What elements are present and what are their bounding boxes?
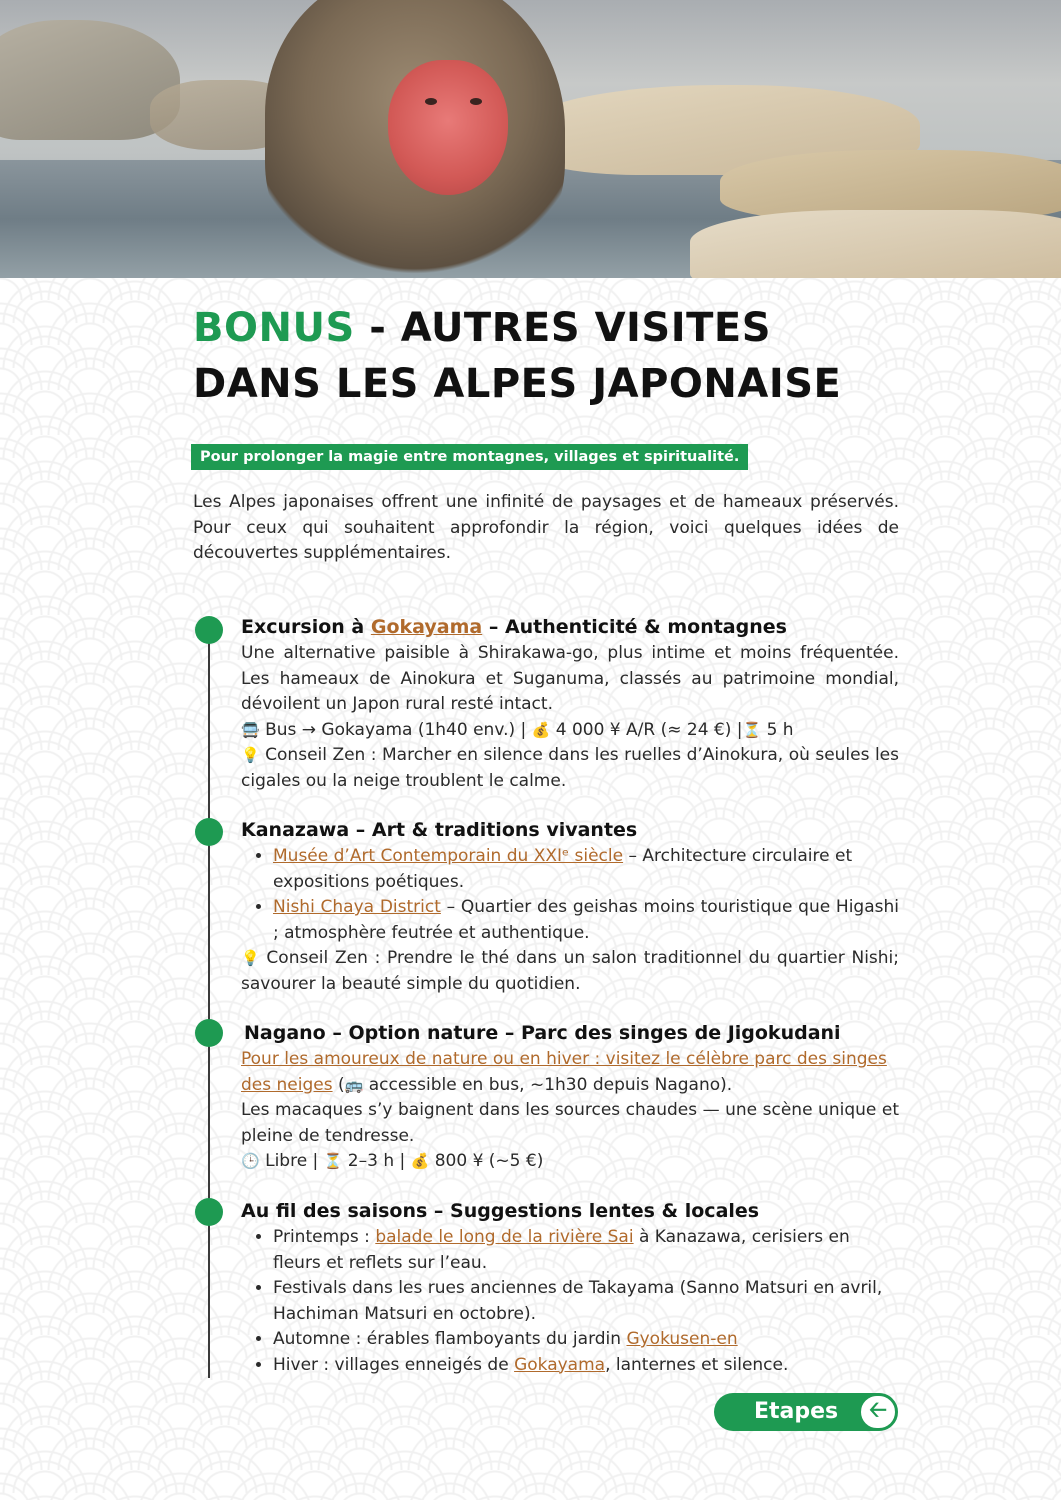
etapes-label: Etapes	[754, 1399, 839, 1424]
saisons-list	[241, 1225, 899, 1378]
title-accent: BONUS	[193, 305, 355, 351]
section-text: Une alternative paisible à Shirakawa-go, plus intime et moins fréquentée. Les hameaux de Ainokura et Suganuma, classés au patrimoine mondial, dévoilent un Japon rural resté intact.	[241, 643, 899, 714]
section-title: Kanazawa – Art & traditions vivantes	[241, 819, 638, 841]
list-item: • Nishi Chaya District – Quartier des geishas moins touristique que Higashi ; atmosphère feutrée et authentique.	[273, 895, 899, 946]
section-saisons	[241, 1197, 899, 1378]
gokayama-link[interactable]: Gokayama	[370, 616, 483, 638]
gyokusen-en-link[interactable]: Gyokusen-en	[626, 1329, 738, 1349]
arrow-left-icon: 🡠	[858, 1393, 898, 1431]
intro-paragraph: Les Alpes japonaises offrent une infinité de paysages et de hameaux préservés. Pour ceux qui souhaitent approfondir la région, voici quelques idées de découvertes supplémentaires.	[193, 492, 899, 563]
nishi-chaya-link[interactable]: Nishi Chaya District	[273, 897, 441, 917]
timeline-dot	[195, 1019, 223, 1047]
timeline-line	[208, 628, 210, 1378]
list-item: • Festivals dans les rues anciennes de Takayama (Sanno Matsuri en avril, Hachiman Matsuri en octobre).	[273, 1276, 899, 1327]
list-item: • Printemps : balade le long de la rivière Sai à Kanazawa, cerisiers en fleurs et reflets sur l’eau.	[273, 1225, 899, 1276]
money-bag-icon: 💰	[531, 720, 551, 739]
section-title: Au fil des saisons – Suggestions lentes & locales	[241, 1200, 760, 1222]
section-title: Excursion à Gokayama – Authenticité & montagnes	[241, 616, 787, 638]
clock-icon: 🕒	[241, 1152, 260, 1170]
hero-photo-snow-monkey	[0, 0, 1061, 278]
etapes-button[interactable]	[714, 1393, 896, 1431]
page-title	[193, 300, 953, 412]
hourglass-icon: ⏳	[323, 1152, 343, 1170]
travel-info: 🚍 Bus → Gokayama (1h40 env.) | 💰 4 000 ¥ A/R (≈ 24 €) |⏳ 5 h	[241, 718, 899, 744]
visit-info: 🕒 Libre | ⏳ 2–3 h | 💰 800 ¥ (~5 €)	[241, 1149, 899, 1175]
bus-icon: 🚍	[241, 720, 260, 739]
tagline-banner: Pour prolonger la magie entre montagnes, villages et spiritualité.	[191, 444, 748, 470]
lightbulb-icon: 💡	[241, 746, 260, 764]
lightbulb-icon: 💡	[241, 949, 260, 967]
section-title: Nagano – Option nature – Parc des singes de Jigokudani	[244, 1022, 841, 1044]
money-bag-icon: 💰	[410, 1152, 430, 1170]
zen-tip: 💡 Conseil Zen : Prendre le thé dans un salon traditionnel du quartier Nishi; savourer la beauté simple du quotidien.	[241, 948, 899, 994]
riviere-sai-link[interactable]: balade le long de la rivière Sai	[375, 1227, 634, 1247]
title-line1: - AUTRES VISITES	[354, 305, 772, 351]
list-item: • Automne : érables flamboyants du jardin Gyokusen-en	[273, 1327, 899, 1353]
zen-tip: 💡 Conseil Zen : Marcher en silence dans les ruelles d’Ainokura, où seules les cigales ou la neige troublent le calme.	[241, 745, 899, 791]
musee-link[interactable]: Musée d’Art Contemporain du XXIᵉ siècle	[273, 846, 624, 866]
section-nagano	[241, 1019, 899, 1175]
bus-icon: 🚌	[344, 1075, 364, 1094]
list-item: • Musée d’Art Contemporain du XXIᵉ siècle – Architecture circulaire et expositions poétiques.	[273, 844, 899, 895]
jigokudani-link[interactable]: Pour les amoureux de nature ou en hiver : visitez le célèbre parc des singes des neiges	[241, 1049, 887, 1095]
timeline-dot	[195, 818, 223, 846]
section-text: Les macaques s’y baignent dans les sources chaudes — une scène unique et pleine de tendresse.	[241, 1100, 899, 1146]
section-kanazawa	[241, 816, 899, 997]
section-text: Pour les amoureux de nature ou en hiver : visitez le célèbre parc des singes des neiges (🚌 accessible en bus, ~1h30 depuis Nagano).	[241, 1047, 899, 1098]
timeline-dot	[195, 1198, 223, 1226]
list-item: • Hiver : villages enneigés de Gokayama, lanternes et silence.	[273, 1353, 899, 1379]
title-line2: DANS LES ALPES JAPONAISE	[193, 361, 842, 407]
hourglass-icon: ⏳	[742, 720, 762, 739]
section-gokayama	[241, 613, 899, 794]
timeline-dot	[195, 616, 223, 644]
gokayama-link[interactable]: Gokayama	[514, 1354, 606, 1375]
kanazawa-list	[241, 844, 899, 946]
